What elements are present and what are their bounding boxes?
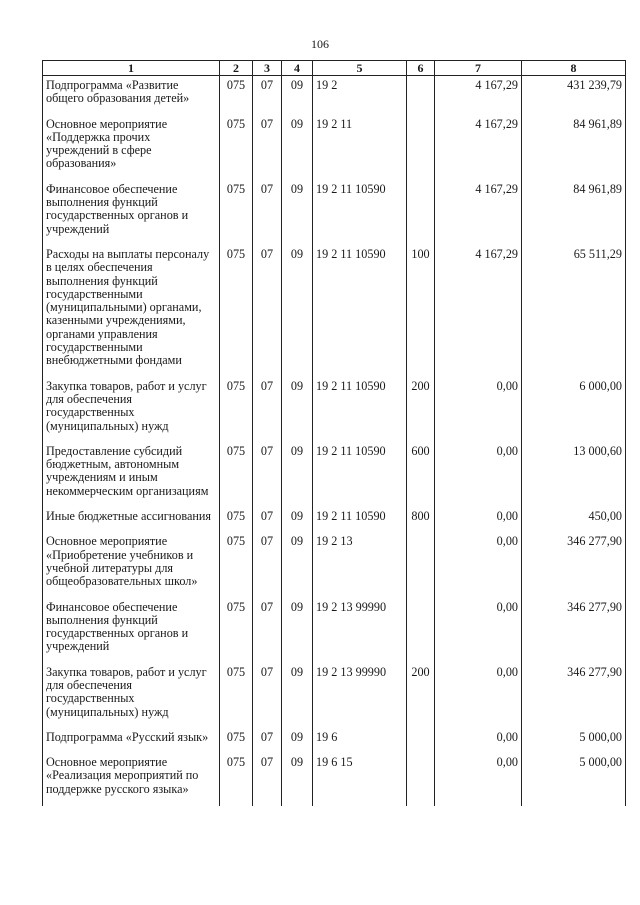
page-number: 106 — [311, 37, 329, 51]
amount-col7: 0,00 — [435, 664, 522, 729]
expense-type-code: 100 — [407, 246, 435, 378]
target-article-code: 19 6 — [313, 729, 407, 754]
amount-col8: 6 000,00 — [522, 378, 626, 443]
table-row — [43, 443, 626, 508]
row-name: Подпрограмма «Развитие общего образования детей» — [43, 76, 220, 116]
amount-col7: 4 167,29 — [435, 76, 522, 116]
target-article-code: 19 6 15 — [313, 754, 407, 806]
expense-type-code: 200 — [407, 378, 435, 443]
amount-col7: 4 167,29 — [435, 246, 522, 378]
table-row — [43, 599, 626, 664]
section-code: 07 — [253, 443, 282, 508]
section-code: 07 — [253, 76, 282, 116]
column-header: 7 — [435, 61, 522, 76]
section-code: 07 — [253, 754, 282, 806]
expense-type-code: 600 — [407, 443, 435, 508]
target-article-code: 19 2 — [313, 76, 407, 116]
ministry-code: 075 — [220, 729, 253, 754]
ministry-code: 075 — [220, 533, 253, 598]
table-row — [43, 754, 626, 806]
expense-type-code — [407, 533, 435, 598]
ministry-code: 075 — [220, 754, 253, 806]
ministry-code: 075 — [220, 76, 253, 116]
row-name: Закупка товаров, работ и услуг для обеспечения государственных (муниципальных) нужд — [43, 378, 220, 443]
section-code: 07 — [253, 378, 282, 443]
subsection-code: 09 — [282, 116, 313, 181]
amount-col8: 431 239,79 — [522, 76, 626, 116]
subsection-code: 09 — [282, 443, 313, 508]
row-name: Основное мероприятие «Поддержка прочих учреждений в сфере образования» — [43, 116, 220, 181]
subsection-code: 09 — [282, 599, 313, 664]
ministry-code: 075 — [220, 246, 253, 378]
row-name: Иные бюджетные ассигнования — [43, 508, 220, 533]
table-row — [43, 508, 626, 533]
target-article-code: 19 2 13 — [313, 533, 407, 598]
ministry-code: 075 — [220, 181, 253, 246]
target-article-code: 19 2 11 — [313, 116, 407, 181]
target-article-code: 19 2 11 10590 — [313, 443, 407, 508]
table-row — [43, 533, 626, 598]
row-name: Закупка товаров, работ и услуг для обеспечения государственных (муниципальных) нужд — [43, 664, 220, 729]
row-name: Подпрограмма «Русский язык» — [43, 729, 220, 754]
expense-type-code — [407, 754, 435, 806]
table-row — [43, 76, 626, 116]
amount-col7: 0,00 — [435, 729, 522, 754]
subsection-code: 09 — [282, 533, 313, 598]
amount-col8: 84 961,89 — [522, 181, 626, 246]
amount-col7: 4 167,29 — [435, 116, 522, 181]
subsection-code: 09 — [282, 754, 313, 806]
ministry-code: 075 — [220, 508, 253, 533]
subsection-code: 09 — [282, 181, 313, 246]
column-header: 5 — [313, 61, 407, 76]
subsection-code: 09 — [282, 508, 313, 533]
row-name: Предоставление субсидий бюджетным, автономным учреждениям и иным некоммерческим организациям — [43, 443, 220, 508]
expense-type-code — [407, 181, 435, 246]
subsection-code: 09 — [282, 76, 313, 116]
table-row — [43, 378, 626, 443]
column-header: 1 — [43, 61, 220, 76]
target-article-code: 19 2 11 10590 — [313, 508, 407, 533]
amount-col7: 0,00 — [435, 754, 522, 806]
expense-type-code: 800 — [407, 508, 435, 533]
ministry-code: 075 — [220, 116, 253, 181]
table-row — [43, 664, 626, 729]
ministry-code: 075 — [220, 664, 253, 729]
section-code: 07 — [253, 664, 282, 729]
section-code: 07 — [253, 508, 282, 533]
subsection-code: 09 — [282, 664, 313, 729]
amount-col8: 84 961,89 — [522, 116, 626, 181]
amount-col7: 0,00 — [435, 378, 522, 443]
amount-col8: 5 000,00 — [522, 729, 626, 754]
section-code: 07 — [253, 181, 282, 246]
target-article-code: 19 2 13 99990 — [313, 599, 407, 664]
row-name: Основное мероприятие «Приобретение учебников и учебной литературы для общеобразовательных школ» — [43, 533, 220, 598]
amount-col8: 346 277,90 — [522, 599, 626, 664]
amount-col7: 0,00 — [435, 443, 522, 508]
row-name: Финансовое обеспечение выполнения функций государственных органов и учреждений — [43, 599, 220, 664]
target-article-code: 19 2 13 99990 — [313, 664, 407, 729]
amount-col7: 4 167,29 — [435, 181, 522, 246]
column-header: 3 — [253, 61, 282, 76]
section-code: 07 — [253, 729, 282, 754]
column-header: 4 — [282, 61, 313, 76]
budget-table — [42, 60, 626, 806]
section-code: 07 — [253, 116, 282, 181]
amount-col7: 0,00 — [435, 508, 522, 533]
target-article-code: 19 2 11 10590 — [313, 378, 407, 443]
table-row — [43, 116, 626, 181]
expense-type-code — [407, 116, 435, 181]
section-code: 07 — [253, 246, 282, 378]
column-header: 6 — [407, 61, 435, 76]
subsection-code: 09 — [282, 729, 313, 754]
table-row — [43, 729, 626, 754]
subsection-code: 09 — [282, 246, 313, 378]
expense-type-code — [407, 729, 435, 754]
target-article-code: 19 2 11 10590 — [313, 246, 407, 378]
section-code: 07 — [253, 599, 282, 664]
expense-type-code — [407, 76, 435, 116]
amount-col8: 5 000,00 — [522, 754, 626, 806]
expense-type-code: 200 — [407, 664, 435, 729]
amount-col8: 346 277,90 — [522, 533, 626, 598]
column-header: 2 — [220, 61, 253, 76]
table-header-row — [43, 61, 626, 76]
amount-col7: 0,00 — [435, 533, 522, 598]
ministry-code: 075 — [220, 378, 253, 443]
target-article-code: 19 2 11 10590 — [313, 181, 407, 246]
ministry-code: 075 — [220, 443, 253, 508]
ministry-code: 075 — [220, 599, 253, 664]
amount-col8: 65 511,29 — [522, 246, 626, 378]
row-name: Финансовое обеспечение выполнения функций государственных органов и учреждений — [43, 181, 220, 246]
table-row — [43, 246, 626, 378]
table-row — [43, 181, 626, 246]
amount-col7: 0,00 — [435, 599, 522, 664]
column-header: 8 — [522, 61, 626, 76]
row-name: Расходы на выплаты персоналу в целях обеспечения выполнения функций государственными (муниципальными) органами, казенными учреждениями, органами управления государственными внебюджетными фондами — [43, 246, 220, 378]
amount-col8: 346 277,90 — [522, 664, 626, 729]
amount-col8: 13 000,60 — [522, 443, 626, 508]
section-code: 07 — [253, 533, 282, 598]
row-name: Основное мероприятие «Реализация мероприятий по поддержке русского языка» — [43, 754, 220, 806]
amount-col8: 450,00 — [522, 508, 626, 533]
expense-type-code — [407, 599, 435, 664]
subsection-code: 09 — [282, 378, 313, 443]
